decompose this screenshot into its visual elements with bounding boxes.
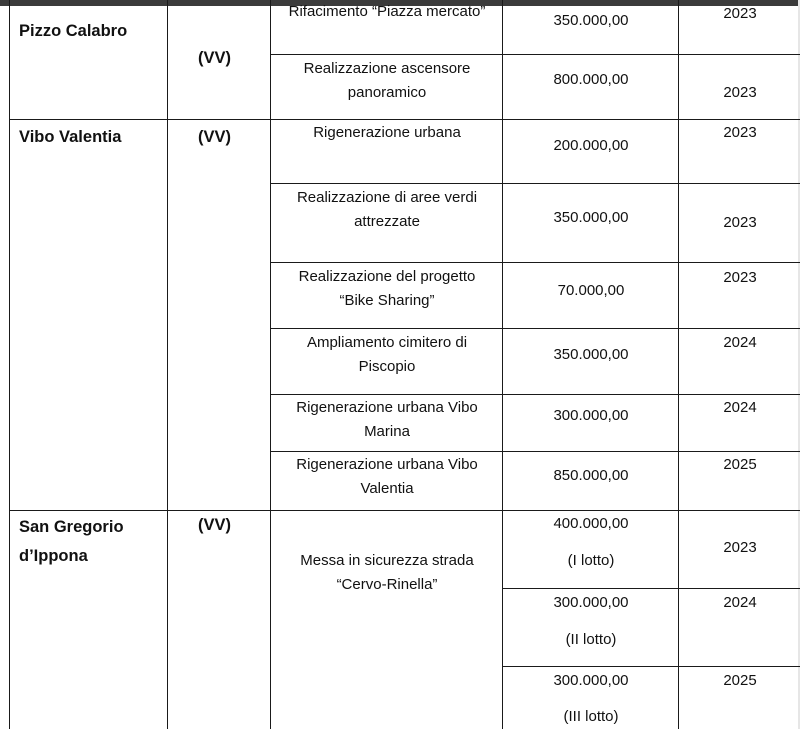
anno-cell: 2025 (723, 672, 757, 689)
table-col-divider-2 (270, 0, 271, 729)
descrizione-cell: Rifacimento “Piazza mercato” (288, 3, 486, 20)
descrizione-cell: Messa in sicurezza strada “Cervo-Rinella” (300, 552, 474, 593)
descrizione-cell: Rigenerazione urbana (313, 124, 461, 141)
importo-cell: 850.000,00 (553, 467, 629, 484)
descrizione-cell: Rigenerazione urbana Vibo Valentia (296, 456, 478, 497)
anno-cell: 2023 (723, 5, 757, 22)
provincia-cell: (VV) (198, 49, 231, 67)
anno-cell: 2024 (723, 334, 757, 351)
provincia-cell: (VV) (198, 516, 231, 534)
row-line (270, 451, 800, 452)
row-line (270, 394, 800, 395)
row-line (9, 119, 800, 120)
importo-cell: 400.000,00 (553, 515, 629, 532)
comune-cell: San Gregorio d’Ippona (19, 518, 124, 565)
descrizione-cell: Realizzazione ascensore panoramico (303, 60, 471, 101)
table-col-divider-4 (678, 0, 679, 729)
table-col-divider-3 (502, 0, 503, 729)
lotto-label: (I lotto) (567, 552, 615, 569)
descrizione-cell: Realizzazione del progetto “Bike Sharing” (298, 268, 476, 309)
anno-cell: 2023 (723, 124, 757, 141)
importo-cell: 350.000,00 (553, 346, 629, 363)
comune-cell: Pizzo Calabro (19, 22, 128, 40)
provincia-cell: (VV) (198, 128, 231, 146)
row-line (9, 510, 800, 511)
row-line (502, 54, 800, 55)
row-line (502, 666, 800, 667)
comune-cell: Vibo Valentia (19, 128, 122, 146)
anno-cell: 2024 (723, 399, 757, 416)
descrizione-cell: Ampliamento cimitero di Piscopio (306, 334, 468, 375)
row-line (502, 588, 800, 589)
importo-cell: 800.000,00 (553, 71, 629, 88)
anno-cell: 2023 (723, 539, 757, 556)
importo-cell: 200.000,00 (553, 137, 629, 154)
anno-cell: 2023 (723, 84, 757, 101)
importo-cell: 350.000,00 (553, 12, 629, 29)
descrizione-cell: Rigenerazione urbana Vibo Marina (296, 399, 478, 440)
lotto-label: (III lotto) (563, 708, 619, 725)
importo-cell: 300.000,00 (553, 672, 629, 689)
importo-cell: 350.000,00 (553, 209, 629, 226)
row-line (270, 262, 800, 263)
anno-cell: 2025 (723, 456, 757, 473)
row-line (270, 328, 800, 329)
row-line (270, 54, 502, 55)
anno-cell: 2023 (723, 214, 757, 231)
table-col-divider-1 (167, 0, 168, 729)
importo-cell: 300.000,00 (553, 594, 629, 611)
lotto-label: (II lotto) (565, 631, 617, 648)
anno-cell: 2024 (723, 594, 757, 611)
table-border-left (9, 0, 10, 729)
importo-cell: 300.000,00 (553, 407, 629, 424)
descrizione-cell: Realizzazione di aree verdi attrezzate (296, 189, 478, 230)
importo-cell: 70.000,00 (557, 282, 625, 299)
anno-cell: 2023 (723, 269, 757, 286)
row-line (270, 183, 800, 184)
